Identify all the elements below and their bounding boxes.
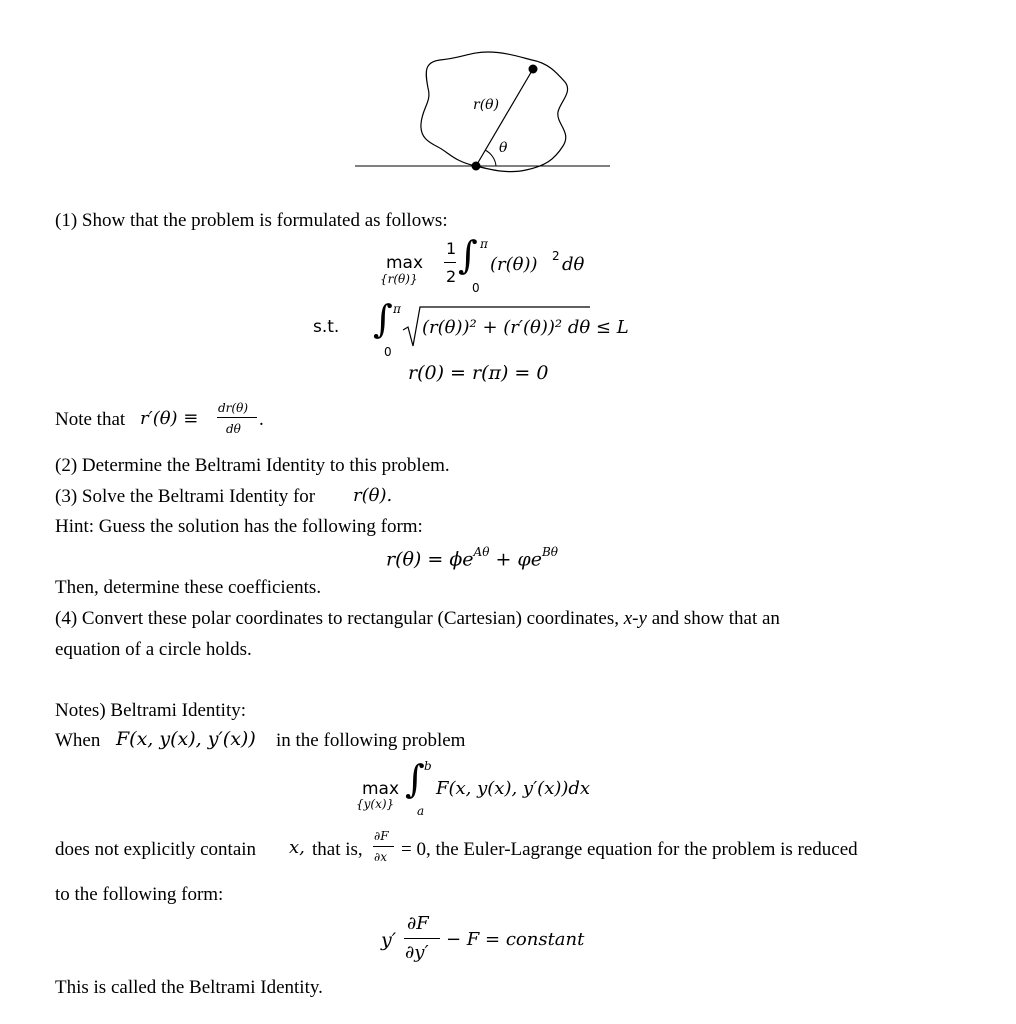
note-period: .	[259, 409, 264, 430]
note-prefix: Note that	[55, 409, 126, 430]
question-4-line2: equation of a circle holds.	[55, 639, 252, 660]
notes-int-upper: b	[424, 759, 432, 773]
constraint-upper: π	[393, 302, 401, 316]
note-numerator: dr(θ)	[218, 401, 249, 415]
integral-sign: ∫	[458, 233, 478, 277]
notes-when-func: F(x, y(x), y′(x))	[116, 728, 256, 750]
beltrami-bar	[404, 938, 440, 939]
question-3-var: r(θ).	[353, 485, 393, 506]
constraint-integral-sign: ∫	[373, 297, 393, 341]
objective-max: max	[386, 253, 424, 273]
solution-form: $r(\theta) = \phi e^{A\theta} + \varphi e^{B\theta}$	[386, 545, 559, 571]
constraint-integrand: (r(θ))² + (r′(θ))² dθ ≤ L	[422, 317, 629, 338]
objective-integrand: (r(θ))	[490, 254, 538, 275]
beltrami-denominator: ∂y′	[405, 942, 429, 963]
explicit-x: x,	[289, 837, 305, 858]
notes-max-sub: {y(x)}	[356, 797, 395, 811]
note-fraction-bar	[217, 417, 257, 418]
closing-text: This is called the Beltrami Identity.	[55, 977, 323, 998]
hint: Hint: Guess the solution has the following form:	[55, 516, 423, 537]
explicit-prefix: does not explicitly contain	[55, 839, 257, 860]
then-text: Then, determine these coefficients.	[55, 577, 322, 598]
form-line: to the following form:	[55, 884, 224, 905]
half-numerator: 1	[446, 239, 457, 258]
explicit-that: that is,	[312, 839, 363, 860]
question-1: (1) Show that the problem is formulated as follows:	[55, 210, 448, 231]
notes-title: Notes) Beltrami Identity:	[55, 700, 247, 721]
explicit-suffix: = 0, the Euler-Lagrange equation for the problem is reduced	[401, 839, 858, 860]
notes-when-prefix: When	[55, 730, 101, 751]
note-lhs: r′(θ) ≡	[140, 408, 199, 429]
question-2: (2) Determine the Beltrami Identity to this problem.	[55, 455, 450, 476]
beltrami-y: y′	[381, 929, 397, 951]
boundary-condition: r(0) = r(π) = 0	[408, 362, 549, 384]
beltrami-rest: − F = constant	[446, 929, 585, 950]
constraint-lower: 0	[384, 345, 392, 359]
theta-label: θ	[499, 140, 508, 156]
beltrami-numerator: ∂F	[407, 913, 429, 934]
objective-dtheta: dθ	[562, 254, 585, 275]
half-denominator: 2	[446, 267, 457, 286]
r-label: r(θ)	[473, 97, 500, 113]
notes-max: max	[362, 779, 400, 799]
objective-lower: 0	[472, 281, 480, 295]
dfdx-bar	[373, 846, 394, 847]
objective-power: 2	[552, 249, 560, 263]
note-denominator: dθ	[226, 422, 241, 436]
dfdx-denominator: ∂x	[374, 850, 387, 864]
notes-integral-sign: ∫	[405, 757, 425, 801]
notes-int-lower: a	[417, 804, 425, 818]
question-4-line1: (4) Convert these polar coordinates to rectangular (Cartesian) coordinates, x-y and show that an	[55, 608, 780, 629]
question-3: (3) Solve the Beltrami Identity for	[55, 486, 316, 507]
notes-when-suffix: in the following problem	[276, 730, 466, 751]
notes-integrand: F(x, y(x), y′(x))dx	[436, 778, 591, 799]
dfdx-numerator: ∂F	[374, 829, 389, 843]
st-label: s.t.	[313, 317, 340, 337]
objective-upper: π	[480, 237, 488, 251]
objective-sub: {r(θ)}	[380, 272, 418, 286]
